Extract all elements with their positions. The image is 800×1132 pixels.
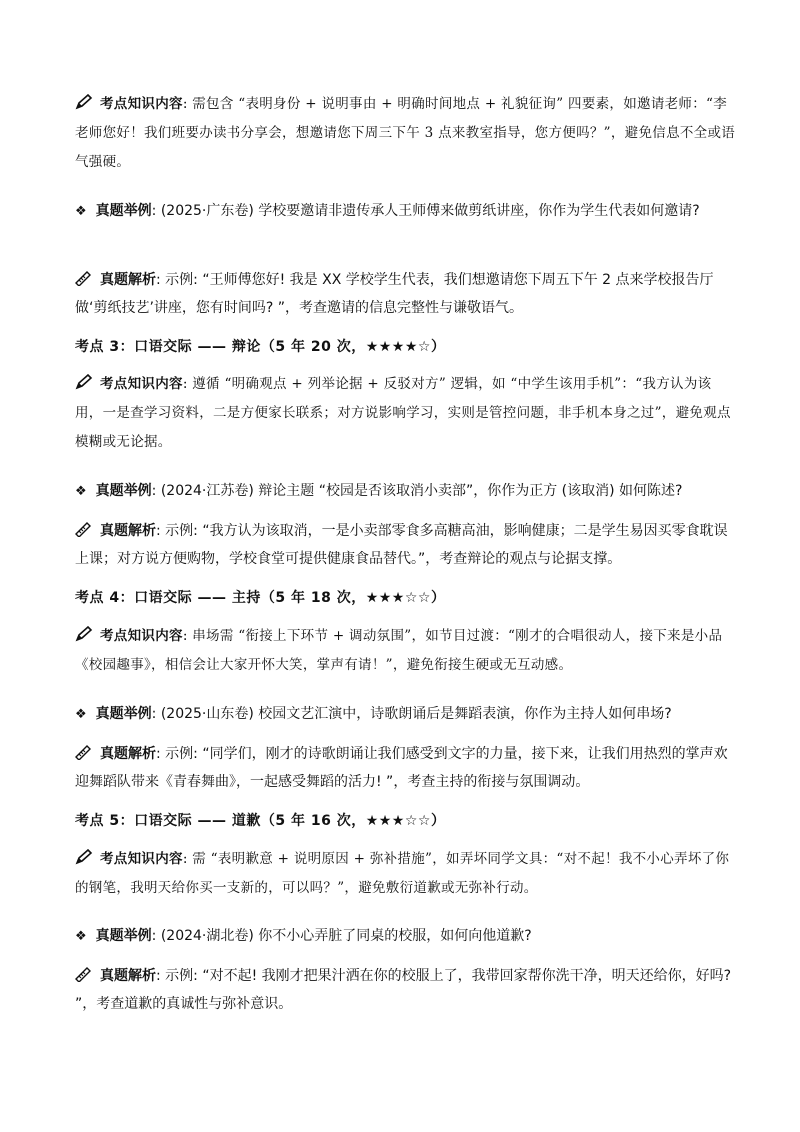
pencil-icon xyxy=(75,374,93,390)
diamond-star-icon: ❖ xyxy=(75,929,87,944)
section-analysis xyxy=(75,517,737,573)
section-heading: 考点 4：口语交际 —— 主持（5 年 18 次，★★★☆☆） xyxy=(75,590,446,606)
analysis-label: 真题解析 xyxy=(100,523,156,539)
analysis-text: : 示例: “我方认为该取消，一是小卖部零食多高糖高油，影响健康；二是学生易因买零食耽误上课；对方说方便购物，学校食堂可提供健康食品替代。”，考查辩论的观点与论据支撑。 xyxy=(75,523,728,567)
pencil-icon xyxy=(75,626,93,642)
analysis-text: : 示例: “同学们，刚才的诗歌朗诵让我们感受到文字的力量，接下来，让我们用热烈的掌声欢迎舞蹈队带来《青春舞曲》，一起感受舞蹈的活力! ”，考查主持的衔接与氛围调动。 xyxy=(75,746,728,790)
analysis-label: 真题解析 xyxy=(100,272,156,288)
example-text: : (2024·湖北卷) 你不小心弄脏了同桌的校服，如何向他道歉? xyxy=(151,928,532,944)
section-analysis xyxy=(75,962,737,1018)
knowledge-label: 考点知识内容 xyxy=(100,851,183,867)
example-text: : (2025·广东卷) 学校要邀请非遗传承人王师傅来做剪纸讲座，你作为学生代表如何邀请? xyxy=(151,203,700,219)
section-knowledge xyxy=(75,370,737,457)
section-heading: 考点 5：口语交际 —— 道歉（5 年 16 次，★★★☆☆） xyxy=(75,813,446,829)
knowledge-label: 考点知识内容 xyxy=(100,628,183,644)
section-heading: 考点 3：口语交际 —— 辩论（5 年 20 次，★★★★☆） xyxy=(75,339,446,355)
knowledge-text: : 需 “表明歉意 + 说明原因 + 弥补措施”，如弄坏同学文具：“对不起！我不小心弄坏了你的钢笔，我明天给你买一支新的，可以吗？”，避免敷衍道歉或无弥补行动。 xyxy=(75,851,730,896)
intro-example xyxy=(75,197,737,226)
diamond-star-icon: ❖ xyxy=(75,204,87,219)
ruler-pencil-icon xyxy=(75,521,93,537)
diamond-star-icon: ❖ xyxy=(75,707,87,722)
section-analysis xyxy=(75,740,737,796)
example-label: 真题举例 xyxy=(95,928,152,944)
knowledge-label: 考点知识内容 xyxy=(100,376,183,392)
section-example xyxy=(75,477,737,506)
pencil-icon xyxy=(75,849,93,865)
section-knowledge xyxy=(75,845,737,903)
intro-knowledge xyxy=(75,90,737,177)
knowledge-text: : 串场需 “衔接上下环节 + 调动氛围”，如节目过渡：“刚才的合唱很动人，接下来是小品《校园趣事》，相信会让大家开怀大笑，掌声有请！”，避免衔接生硬或无互动感。 xyxy=(75,628,723,673)
section-example xyxy=(75,700,737,729)
example-label: 真题举例 xyxy=(95,203,152,219)
knowledge-text: : 遵循 “明确观点 + 列举论据 + 反驳对方” 逻辑，如 “中学生该用手机”：“我方认为该用，一是查学习资料，二是方便家长联系；对方说影响学习，实则是管控问题，非手机本身之过”，避免观点模糊或无论据。 xyxy=(75,376,731,450)
section-knowledge xyxy=(75,622,737,680)
ruler-pencil-icon xyxy=(75,744,93,760)
example-text: : (2024·江苏卷) 辩论主题 “校园是否该取消小卖部”，你作为正方 (该取消) 如何陈述? xyxy=(151,483,683,499)
example-label: 真题举例 xyxy=(95,706,152,722)
intro-analysis xyxy=(75,266,737,322)
analysis-text: : 示例: “对不起! 我刚才把果汁洒在你的校服上了，我带回家帮你洗干净，明天还给你，好吗? ”，考查道歉的真诚性与弥补意识。 xyxy=(75,968,732,1012)
ruler-pencil-icon xyxy=(75,270,93,286)
analysis-label: 真题解析 xyxy=(100,968,156,984)
diamond-star-icon: ❖ xyxy=(75,484,87,499)
analysis-text: : 示例: “王师傅您好! 我是 XX 学校学生代表，我们想邀请您下周五下午 2 点来学校报告厅做‘剪纸技艺’讲座，您有时间吗? ”，考查邀请的信息完整性与谦敬语气。 xyxy=(75,272,714,316)
knowledge-label: 考点知识内容 xyxy=(100,96,183,112)
knowledge-text: : 需包含 “表明身份 + 说明事由 + 明确时间地点 + 礼貌征询” 四要素，如邀请老师：“李老师您好！我们班要办读书分享会，想邀请您下周三下午 3 点来教室指导，您方便吗？”，避免信息不全或语气强硬。 xyxy=(75,96,736,170)
analysis-label: 真题解析 xyxy=(100,746,156,762)
example-text: : (2025·山东卷) 校园文艺汇演中，诗歌朗诵后是舞蹈表演，你作为主持人如何串场? xyxy=(151,706,672,722)
pencil-icon xyxy=(75,94,93,110)
ruler-pencil-icon xyxy=(75,966,93,982)
example-label: 真题举例 xyxy=(95,483,152,499)
section-example xyxy=(75,922,737,951)
